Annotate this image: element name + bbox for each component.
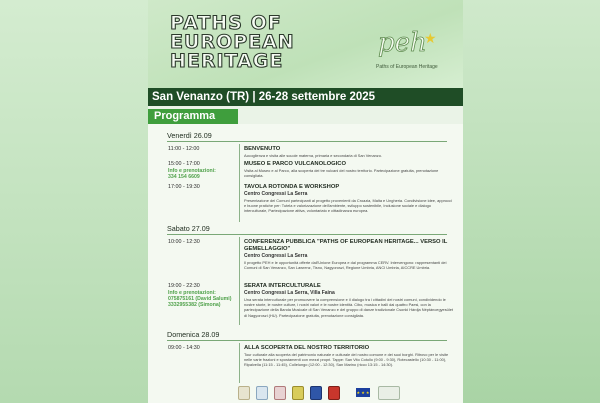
- municipality-crest-icon: [310, 386, 322, 400]
- info-phone[interactable]: 334 154 6609: [168, 174, 200, 180]
- event-time: 10:00 - 12:30: [168, 239, 200, 245]
- day-heading-saturday: Sabato 27.09: [167, 224, 210, 233]
- event-time: 15:00 - 17:00: [168, 161, 200, 167]
- star-icon: ★: [424, 30, 437, 46]
- event-description: Presentazione dei Comuni partecipanti al progetto provenienti da Croazia, Malta e Ungheria. Condivisione idee, approcci e buone pratiche per: Tutela e valorizzazione dell'ambiente, sviluppo sostenibile, Inclusione sociale e dialogo interculturale, Partecipazione attiva, volontariato e cittadinanza europea.: [244, 198, 452, 214]
- programma-tab: [148, 109, 238, 124]
- title-line-1: PATHS OF: [170, 12, 282, 34]
- peh-logo: [374, 28, 454, 78]
- municipality-crest-icon: [274, 386, 286, 400]
- timeline-line: [239, 237, 240, 325]
- municipality-crest-icon: [292, 386, 304, 400]
- title-line-2: EUROPEAN: [170, 31, 295, 53]
- info-phone[interactable]: 3332955382 (Simona): [168, 302, 221, 308]
- day-divider: [167, 234, 447, 235]
- day-divider: [167, 141, 447, 142]
- municipality-crest-icon: [238, 386, 250, 400]
- logo-wordmark: peh: [378, 28, 427, 58]
- municipality-crest-icon: [256, 386, 268, 400]
- event-description: Una serata interculturale per promuovere la comprensione e il dialogo tra i cittadini dei nostri comuni, condividendo le nostre storie, le nostre culture, i nostri valori e le nostre identità. Cibo, musica e balli dai quattro Paesi, con la partecipazione della Banda Musicale di San Venanzo e del gruppo di danze tradizionale Csonki Hárdja Néptáncegyesület di Nagyoroszi (HU). Partecipazione gratuita, prenotazione consigliata.: [244, 297, 453, 318]
- event-title: CONFERENZA PUBBLICA "PATHS OF EUROPEAN HERITAGE... VERSO IL GEMELLAGGIO": [244, 239, 448, 252]
- timeline-line: [239, 343, 240, 383]
- event-venue: Centro Congressi La Serra: [244, 253, 308, 259]
- location-dates: San Venanzo (TR) | 26-28 settembre 2025: [152, 91, 376, 103]
- eu-flag-icon: ★ ★ ★: [356, 390, 370, 395]
- event-time: 09:00 - 14:30: [168, 345, 200, 351]
- day-heading-sunday: Domenica 28.09: [167, 330, 220, 339]
- day-divider: [167, 340, 447, 341]
- programma-label: Programma: [154, 110, 216, 122]
- event-title: TAVOLA ROTONDA E WORKSHOP: [244, 184, 340, 190]
- title-line-3: HERITAGE: [170, 50, 284, 72]
- event-time: 19:00 - 22:30: [168, 283, 200, 289]
- info-label: Info e prenotazioni:: [168, 168, 216, 174]
- timeline-line: [239, 144, 240, 222]
- event-description: Accoglienza e visita alle scuole materna, primaria e secondaria di San Venanzo.: [244, 153, 382, 158]
- event-title: SERATA INTERCULTURALE: [244, 283, 321, 289]
- event-venue: Centro Congressi La Serra, Villa Faina: [244, 290, 335, 296]
- logo-tagline: Paths of European Heritage: [376, 64, 438, 70]
- event-title: ALLA SCOPERTA DEL NOSTRO TERRITORIO: [244, 345, 370, 351]
- info-phone[interactable]: 075875161 (David Salumi): [168, 296, 232, 302]
- partner-logos: [238, 386, 408, 400]
- event-time: 17:00 - 19:30: [168, 184, 200, 190]
- background-right: [463, 0, 600, 403]
- event-description: Il progetto PEH e le opportunità offerte dall'Unione Europea e dal programma CERV. Intervengono: rappresentanti dei Comuni di San Venanzo, San Lawrenz, Tisno, Nagyoroszi, Regione Umbria, ANCI Umbria, AICCRE Umbria.: [244, 260, 447, 271]
- background-left: [0, 0, 148, 403]
- event-title: BENVENUTO: [244, 146, 281, 152]
- event-venue: Centro Congressi La Serra: [244, 191, 308, 197]
- event-title: MUSEO E PARCO VULCANOLOGICO: [244, 161, 346, 167]
- poster-title: [170, 14, 295, 71]
- event-description: Tour culturale alla scoperta del patrimonio naturale e culturale del nostro comune e dei suoi borghi. Ritrovo per le visite nelle varie frazioni e spostamenti con mezzi propri. Tappe: San Vito Cotollo (9:00 - 9:30), Rotecastello (10:30 - 11:00), Ripalvella (11:15 - 11:45), Collelungo (12:00 - 12:30), San Marino (ricco 13:15 - 14:30).: [244, 352, 449, 368]
- info-label: Info e prenotazioni:: [168, 290, 216, 296]
- region-crest-icon: [328, 386, 340, 400]
- location-date-bar: [148, 88, 463, 106]
- event-poster: [148, 0, 463, 403]
- partner-logo-icon: [378, 386, 400, 400]
- day-heading-friday: Venerdì 26.09: [167, 131, 212, 140]
- event-description: Visita al Museo e al Parco, alla scoperta dei tre vulcani del nostro territorio. Partecipazione gratuita, prenotazione consigliata.: [244, 168, 439, 179]
- event-time: 11:00 - 12:00: [168, 146, 200, 152]
